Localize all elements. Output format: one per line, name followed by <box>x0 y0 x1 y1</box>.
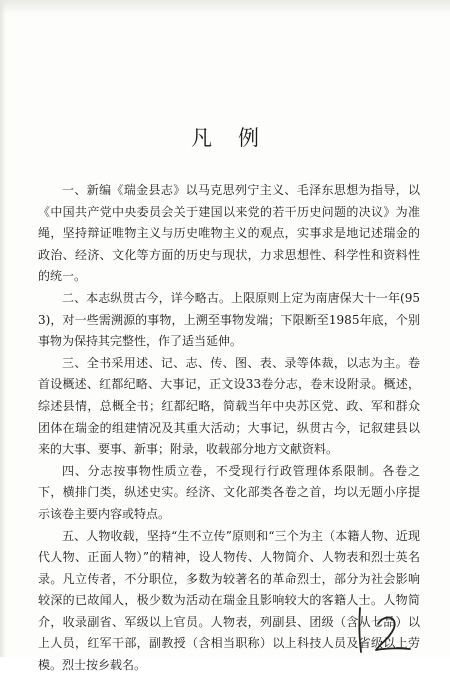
scan-edge-left <box>0 0 6 657</box>
page-title: 凡例 <box>191 126 285 150</box>
paragraph-2: 二、本志纵贯古今，详今略古。上限原则上定为南唐保大十一年(953)，对一些需溯源的事物，上溯至事物发端；下限断至1985年底，个别事物为保持其完整性，作了适当延伸。 <box>38 290 420 349</box>
paragraph-1: 一、新编《瑞金县志》以马克思列宁主义、毛泽东思想为指导，以《中国共产党中央委员会关于建国以来党的若干历史问题的决议》为准绳，坚持辩证唯物主义与历史唯物主义的观点，实事求是地记述瑞金的政治、经济、文化等方面的历史与现状，力求思想性、科学性和资料性的统一。 <box>38 183 420 284</box>
scan-edge-top <box>0 0 450 14</box>
paragraph-4: 四、分志按事物性质立卷，不受现行行政管理体系限制。各卷之下，横排门类，纵述史实。经济、文化部类各卷之首，均以无题小序提示该卷主要内容或特点。 <box>38 463 420 521</box>
paragraph-3: 三、全书采用述、记、志、传、图、表、录等体裁，以志为主。卷首设概述、红都纪略、大事记，正文设33卷分志，卷末设附录。概述，综述县情，总概全书；红都纪略，简载当年中央苏区党、政、军和群众团体在瑞金的组建情况及其重大活动；大事记，纵贯古今，记叙建县以来的大事、要事、新事；附录，收载部分地方文献资料。 <box>38 355 420 457</box>
handwritten-page-number <box>350 604 420 654</box>
paragraph-5: 五、人物收载，坚持“生不立传”原则和“三个为主（本籍人物、近现代人物、正面人物）”的精神，设人物传、人物简介、人物表和烈士英名录。凡立传者，不分职位，多数为较著名的革命烈士，部分为社会影响较深的已故闻人，极少数为活动在瑞金且影响较大的客籍人士。人物简介，收录副省、军级以上官员。人物表，列副县、团级（含从七品）以上人员，红军干部，副教授（含相当职称）以上科技人员及省级以上劳模。烈士按乡载名。 <box>38 528 420 673</box>
document-body <box>38 180 420 677</box>
